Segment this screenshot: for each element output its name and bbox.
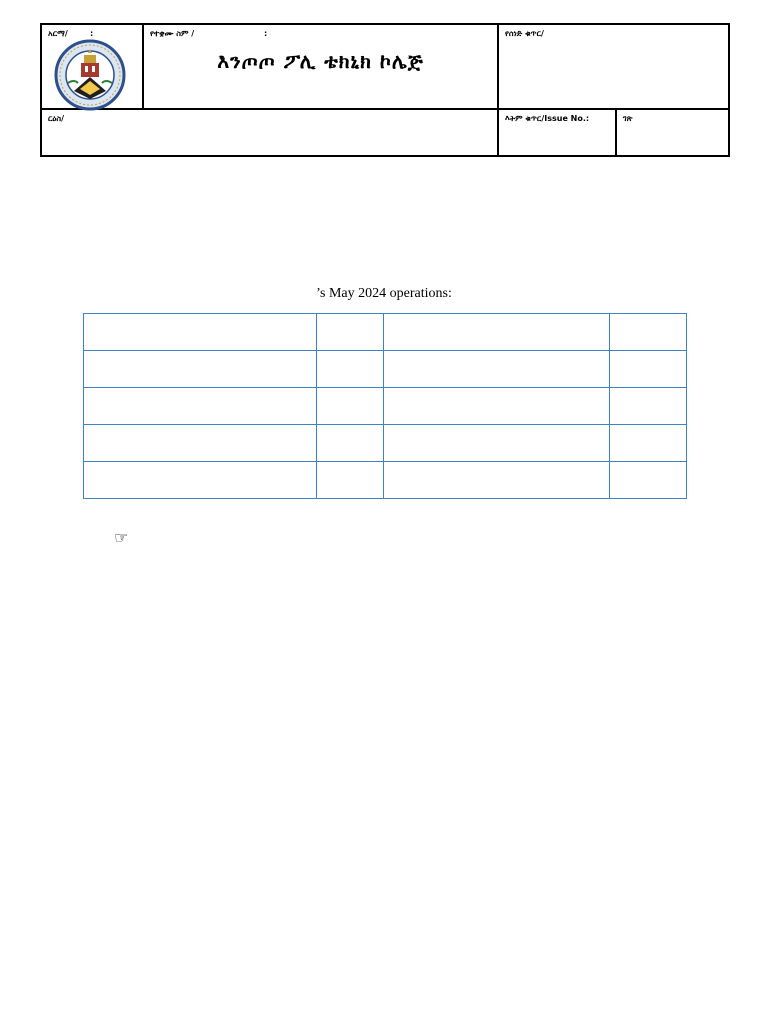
table-cell — [384, 425, 610, 462]
table-cell — [84, 314, 317, 351]
issue-number-cell — [498, 109, 616, 156]
title-label: ርዕስ/ — [48, 114, 65, 123]
table-cell — [384, 462, 610, 499]
table-cell — [317, 425, 384, 462]
logo-colon: : — [90, 29, 94, 38]
table-row — [84, 462, 687, 499]
table-row — [84, 388, 687, 425]
document-number-cell — [498, 24, 729, 109]
table-cell — [84, 462, 317, 499]
page-cell — [616, 109, 729, 156]
table-cell — [610, 351, 687, 388]
table-row — [84, 425, 687, 462]
table-row — [84, 351, 687, 388]
institution-cell — [143, 24, 498, 109]
issue-number-label: እትም ቁጥር/Issue No.: — [505, 114, 590, 123]
table-cell — [317, 462, 384, 499]
table-cell — [317, 388, 384, 425]
institution-colon: : — [264, 29, 268, 38]
table-cell — [84, 425, 317, 462]
table-cell — [610, 388, 687, 425]
table-cell — [384, 314, 610, 351]
table-row — [84, 314, 687, 351]
logo-cell — [41, 24, 143, 109]
college-name: እንጦጦ ፖሊ ቴክኒክ ኮሌጅ — [217, 49, 424, 73]
table-cell — [610, 314, 687, 351]
table-cell — [317, 314, 384, 351]
document-number-label: የሰነድ ቁጥር/ — [505, 29, 544, 38]
pointing-hand-icon: ☞ — [114, 528, 129, 547]
table-cell — [84, 351, 317, 388]
table-cell — [384, 351, 610, 388]
institution-label: የተቋሙ ስም / — [150, 29, 195, 38]
logo-label: አርማ/ — [48, 29, 68, 38]
intro-text: ’s May 2024 operations: — [316, 286, 452, 301]
document-header — [40, 23, 730, 157]
page-label: ገጽ — [623, 114, 633, 123]
table-cell — [84, 388, 317, 425]
table-cell — [384, 388, 610, 425]
table-cell — [610, 425, 687, 462]
table-cell — [610, 462, 687, 499]
title-cell — [41, 109, 498, 156]
college-seal-logo — [54, 39, 126, 111]
operations-table — [83, 313, 687, 499]
table-cell — [317, 351, 384, 388]
